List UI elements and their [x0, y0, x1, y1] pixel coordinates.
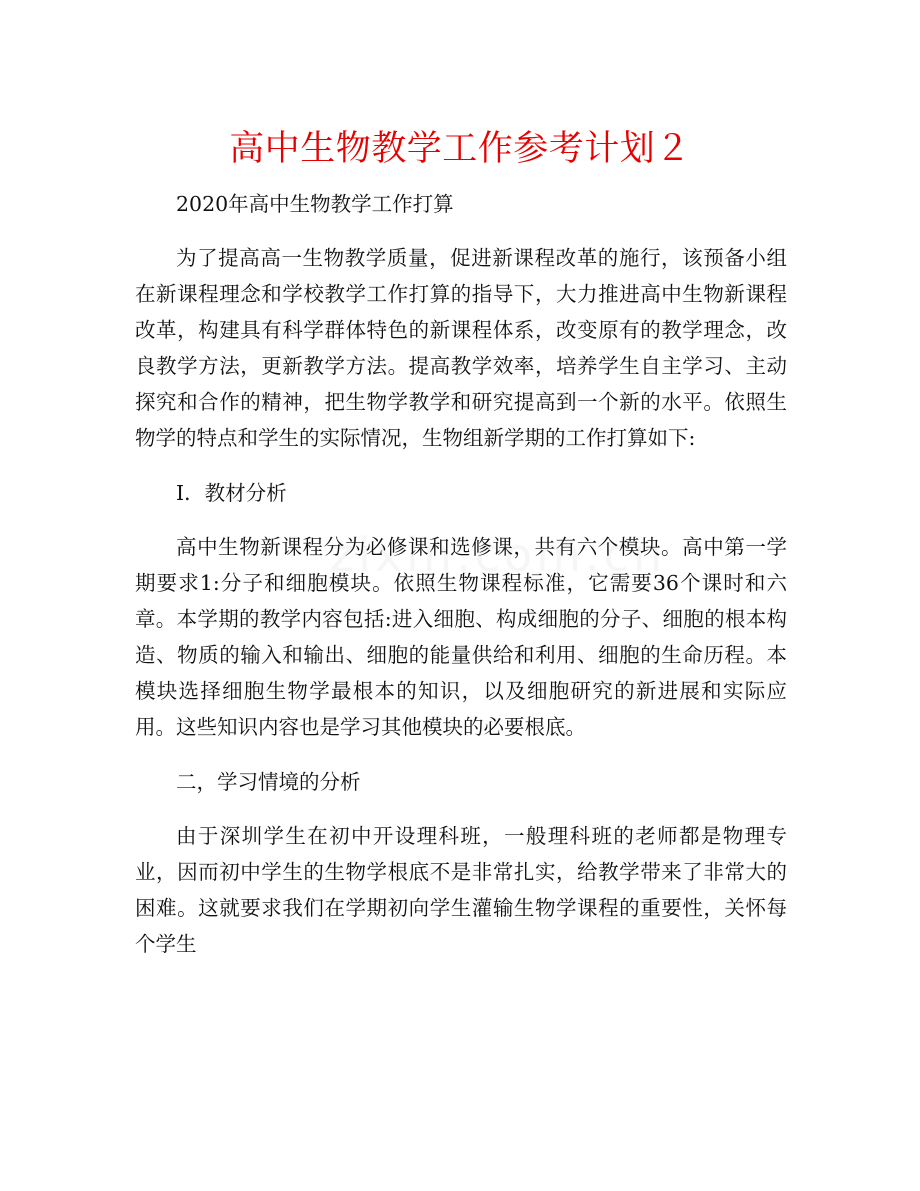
section-heading-textbook-analysis: Ⅰ．教材分析 — [176, 481, 287, 505]
section-heading-learning-situation: 二，学习情境的分析 — [176, 770, 361, 794]
plan-subtitle: 2020年高中生物教学工作打算 — [176, 192, 454, 216]
document-body — [135, 186, 787, 962]
learning-situation-paragraph: 由于深圳学生在初中开设理科班，一般理科班的老师都是物理专业，因而初中学生的生物学根底不是非常扎实，给教学带来了非常大的困难。这就要求我们在学期初向学生灌输生物学课程的重要性，关怀每个学生 — [135, 824, 787, 956]
intro-paragraph: 为了提高高一生物教学质量，促进新课程改革的施行，该预备小组在新课程理念和学校教学工作打算的指导下，大力推进高中生物新课程改革，构建具有科学群体特色的新课程体系，改变原有的教学理念，改良教学方法，更新教学方法。提高教学效率，培养学生自主学习、主动探究和合作的精神，把生物学教学和研究提高到一个新的水平。依照生物学的特点和学生的实际情况，生物组新学期的工作打算如下: — [135, 246, 787, 450]
document-title: 高中生物教学工作参考计划２ — [229, 129, 691, 169]
textbook-analysis-paragraph: 高中生物新课程分为必修课和选修课，共有六个模块。高中第一学期要求1:分子和细胞模块。依照生物课程标准，它需要36个课时和六章。本学期的教学内容包括:进入细胞、构成细胞的分子、细胞的根本构造、物质的输入和输出、细胞的能量供给和利用、细胞的生命历程。本模块选择细胞生物学最根本的知识，以及细胞研究的新进展和实际应用。这些知识内容也是学习其他模块的必要根底。 — [135, 535, 787, 739]
